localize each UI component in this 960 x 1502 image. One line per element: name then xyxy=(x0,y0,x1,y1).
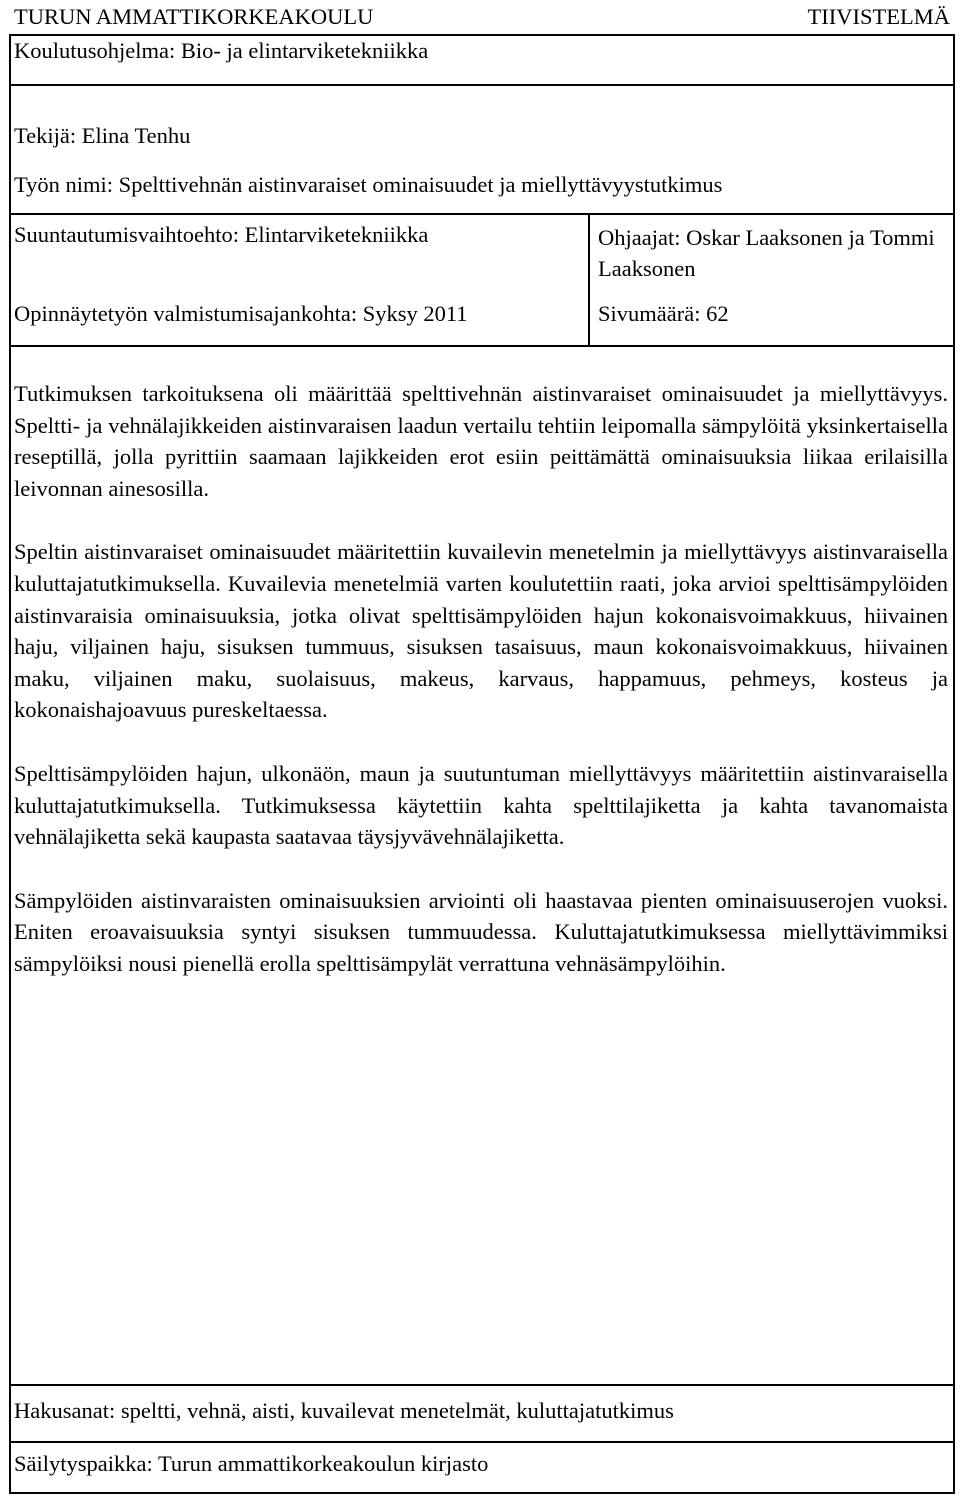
abstract-paragraph: Speltin aistinvaraiset ominaisuudet määritettiin kuvailevin menetelmin ja miellyttävyys aistinvaraisella kuluttajatutkimuksella. Kuvailevia menetelmiä varten koulutettiin raati, joka arvioi spelttisämpylöiden aistinvaraisia ominaisuuksia, jotka olivat spelttisämpylöiden hajun kokonaisvoimakkuus, hiivainen haju, viljainen haju, sisuksen tummuus, sisuksen tasaisuus, maun kokonaisvoimakkuus, hiivainen maku, viljainen maku, suolaisuus, makeus, karvaus, happamuus, pehmeys, kosteus ja kokonaishajoavuus pureskeltaessa. xyxy=(14,539,948,723)
abstract-paragraph: Spelttisämpylöiden hajun, ulkonäön, maun ja suutuntuman miellyttävyys määritettiin aistinvaraisella kuluttajatutkimuksella. Tutkimuksessa käytettiin kahta spelttilajiketta ja kahta tavanomaista vehnälajiketta sekä kaupasta saatavaa täysjyvävehnälajiketta. xyxy=(14,760,948,850)
thesis-title-field: Työn nimi: Spelttivehnän aistinvaraiset ominaisuudet ja miellyttävyystutkimus xyxy=(14,172,723,197)
metadata-column-divider xyxy=(588,213,590,347)
author-field: Tekijä: Elina Tenhu xyxy=(14,123,191,148)
page-count-field: Sivumäärä: 62 xyxy=(598,301,729,326)
programme-field: Koulutusohjelma: Bio- ja elintarviketekniikka xyxy=(14,38,429,63)
document-type: TIIVISTELMÄ xyxy=(807,4,950,29)
supervisors-field: Ohjaajat: Oskar Laaksonen ja Tommi Laaksonen xyxy=(598,225,935,281)
page-header xyxy=(14,4,950,34)
divider-after-title xyxy=(9,213,955,215)
abstract-paragraph: Tutkimuksen tarkoituksena oli määrittää spelttivehnän aistinvaraiset ominaisuudet ja miellyttävyys. Speltti- ja vehnälajikkeiden aistinvaraisen laadun vertailu tehtiin leipomalla sämpylöitä yksinkertaisella reseptillä, jolla pyrittiin saamaan lajikkeiden erot esiin peittämättä ominaisuuksia liikaa erilaisilla leivonnan ainesosilla. xyxy=(14,381,948,501)
institution-name: TURUN AMMATTIKORKEAKOULU xyxy=(14,4,374,29)
keywords-field: Hakusanat: speltti, vehnä, aisti, kuvailevat menetelmät, kuluttajatutkimus xyxy=(14,1398,674,1423)
abstract-paragraph: Sämpylöiden aistinvaraisten ominaisuuksien arviointi oli haastavaa pienten ominaisuuserojen vuoksi. Eniten eroavaisuuksia syntyi sisuksen tummuudessa. Kuluttajatutkimuksessa miellyttävimmiksi sämpylöiksi nousi pienellä erolla spelttisämpylät verrattuna vehnäsämpylöihin. xyxy=(14,887,948,976)
divider-before-storage xyxy=(9,1441,955,1443)
divider-after-programme xyxy=(9,84,955,86)
abstract-body xyxy=(14,378,948,1012)
storage-location-field: Säilytyspaikka: Turun ammattikorkeakoulun kirjasto xyxy=(14,1451,489,1476)
completion-date-field: Opinnäytetyön valmistumisajankohta: Syksy 2011 xyxy=(14,301,468,326)
divider-after-metadata xyxy=(9,345,955,347)
divider-before-keywords xyxy=(9,1384,955,1386)
specialisation-field: Suuntautumisvaihtoehto: Elintarviketekniikka xyxy=(14,222,429,247)
